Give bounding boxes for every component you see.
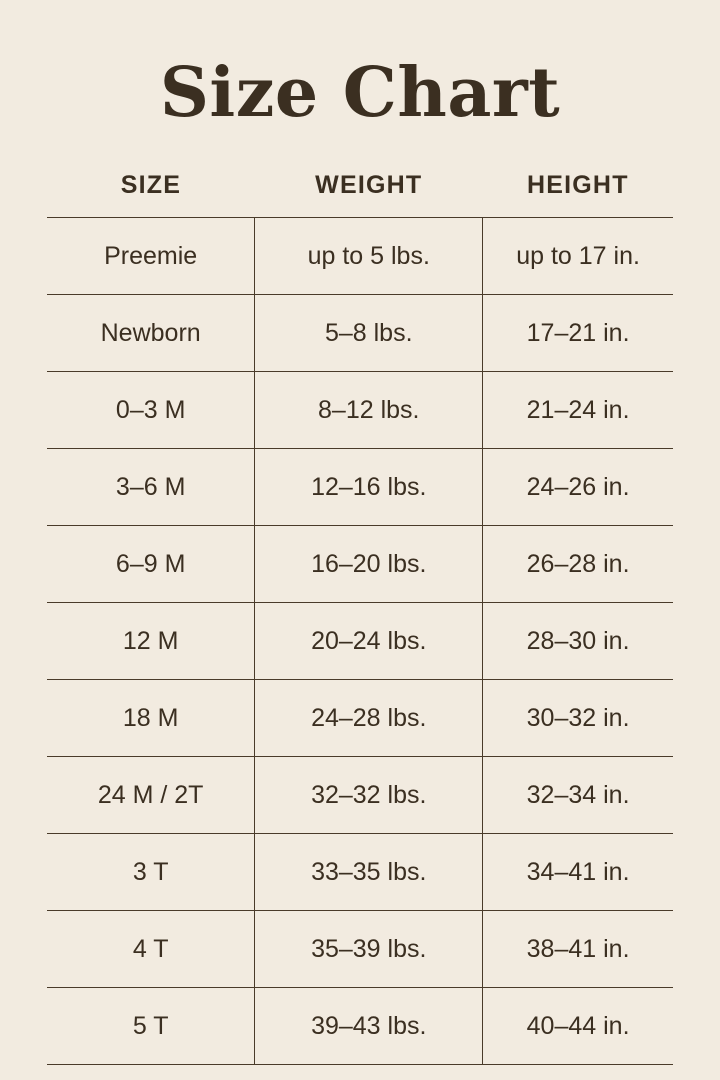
cell-height: 21–24 in. — [483, 372, 673, 449]
cell-size: Newborn — [47, 295, 255, 372]
cell-weight: 33–35 lbs. — [255, 834, 483, 911]
cell-size: 12 M — [47, 603, 255, 680]
cell-height: 30–32 in. — [483, 680, 673, 757]
table-row — [47, 911, 673, 988]
table-row — [47, 757, 673, 834]
cell-size: 4 T — [47, 911, 255, 988]
table-row — [47, 988, 673, 1065]
column-header-weight: WEIGHT — [315, 171, 423, 200]
column-header-size: SIZE — [120, 171, 182, 200]
table-row — [47, 526, 673, 603]
column-header-height: HEIGHT — [527, 171, 629, 200]
cell-size: 6–9 M — [47, 526, 255, 603]
table-row — [47, 295, 673, 372]
cell-weight: 32–32 lbs. — [255, 757, 483, 834]
table-row — [47, 372, 673, 449]
cell-size: 5 T — [47, 988, 255, 1065]
cell-size: 18 M — [47, 680, 255, 757]
table-row — [47, 680, 673, 757]
cell-height: 38–41 in. — [483, 911, 673, 988]
cell-height: 34–41 in. — [483, 834, 673, 911]
cell-height: 17–21 in. — [483, 295, 673, 372]
cell-weight: 8–12 lbs. — [255, 372, 483, 449]
table-header-row — [47, 171, 673, 218]
cell-size: 0–3 M — [47, 372, 255, 449]
cell-weight: 24–28 lbs. — [255, 680, 483, 757]
cell-size: Preemie — [47, 218, 255, 295]
table-row — [47, 449, 673, 526]
cell-weight: 35–39 lbs. — [255, 911, 483, 988]
cell-weight: 12–16 lbs. — [255, 449, 483, 526]
page-title: Size Chart — [159, 53, 561, 133]
cell-height: up to 17 in. — [483, 218, 673, 295]
cell-size: 3 T — [47, 834, 255, 911]
cell-height: 40–44 in. — [483, 988, 673, 1065]
table-row — [47, 218, 673, 295]
cell-height: 26–28 in. — [483, 526, 673, 603]
cell-size: 24 M / 2T — [47, 757, 255, 834]
size-chart-table — [47, 171, 673, 1065]
table-row — [47, 603, 673, 680]
cell-height: 32–34 in. — [483, 757, 673, 834]
size-chart-table-wrapper — [47, 129, 673, 1065]
cell-weight: 16–20 lbs. — [255, 526, 483, 603]
table-header — [47, 171, 673, 218]
table-row — [47, 834, 673, 911]
cell-size: 3–6 M — [47, 449, 255, 526]
cell-height: 28–30 in. — [483, 603, 673, 680]
cell-height: 24–26 in. — [483, 449, 673, 526]
cell-weight: 39–43 lbs. — [255, 988, 483, 1065]
cell-weight: 5–8 lbs. — [255, 295, 483, 372]
cell-weight: 20–24 lbs. — [255, 603, 483, 680]
cell-weight: up to 5 lbs. — [255, 218, 483, 295]
table-body — [47, 218, 673, 1065]
